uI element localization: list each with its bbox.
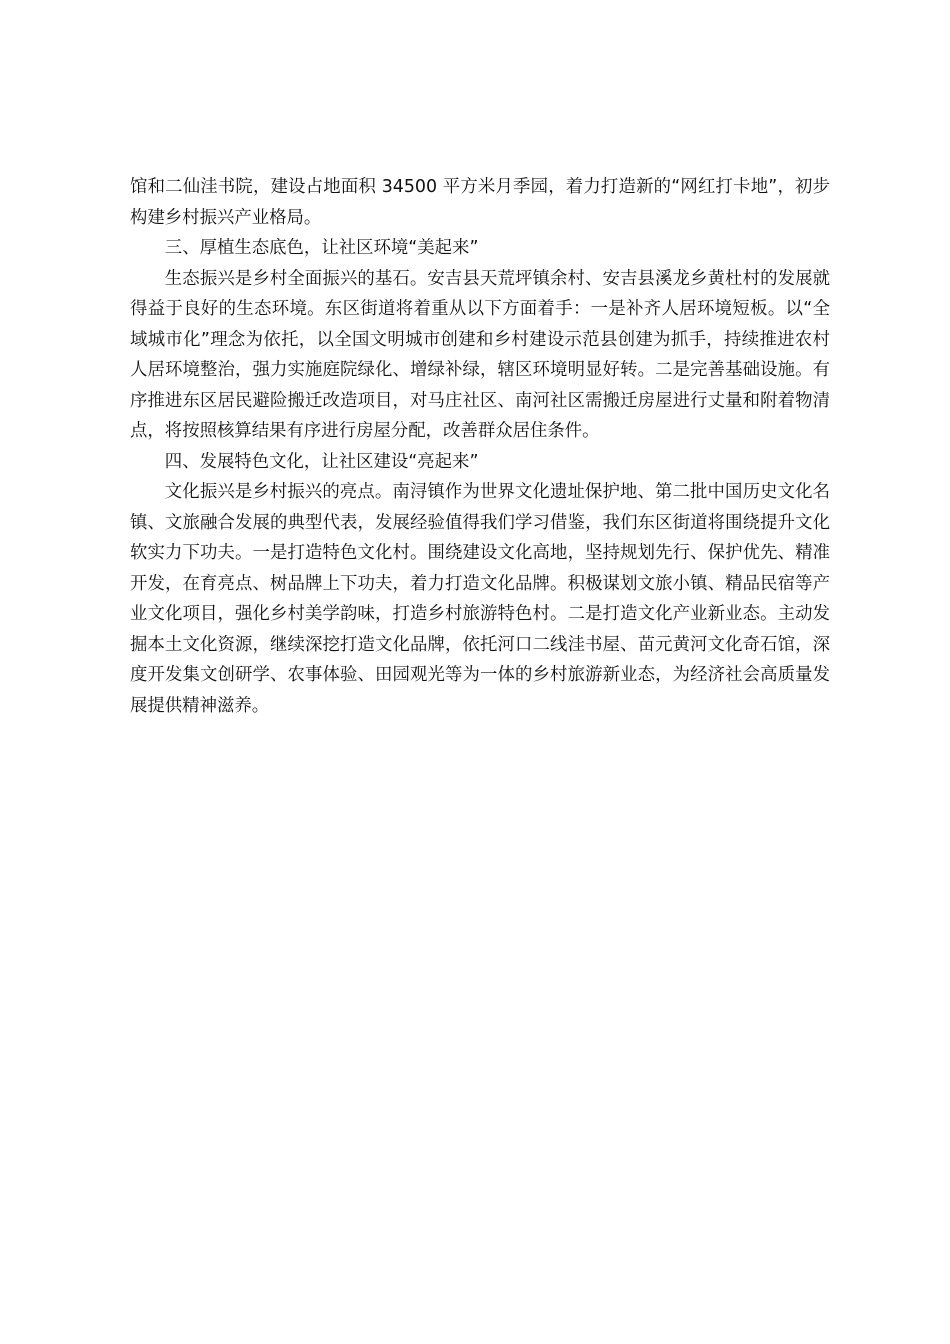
continuation-paragraph: 馆和二仙洼书院，建设占地面积 34500 平方米月季园，着力打造新的“网红打卡地”，初步构建乡村振兴产业格局。 — [130, 177, 830, 228]
body-paragraph-ecology: 生态振兴是乡村全面振兴的基石。安吉县天荒坪镇余村、安吉县溪龙乡黄杜村的发展就得益于良好的生态环境。东区街道将着重从以下方面着手：一是补齐人居环境短板。以“全域城市化”理念为依托，以全国文明城市创建和乡村建设示范县创建为抓手，持续推进农村人居环境整治，强力实施庭院绿化、增绿补绿，辖区环境明显好转。二是完善基础设施。有序推进东区居民避险搬迁改造项目，对马庄社区、南河社区需搬迁房屋进行丈量和附着物清点，将按照核算结果有序进行房屋分配，改善群众居住条件。 — [130, 268, 830, 441]
section-heading-ecology: 三、厚植生态底色，让社区环境“美起来” — [164, 238, 479, 258]
body-paragraph-culture: 文化振兴是乡村振兴的亮点。南浔镇作为世界文化遗址保护地、第二批中国历史文化名镇、文旅融合发展的典型代表，发展经验值得我们学习借鉴，我们东区街道将围绕提升文化软实力下功夫。一是打造特色文化村。围绕建设文化高地，坚持规划先行、保护优先、精准开发，在育亮点、树品牌上下功夫，着力打造文化品牌。积极谋划文旅小镇、精品民宿等产业文化项目，强化乡村美学韵味，打造乡村旅游特色村。二是打造文化产业新业态。主动发掘本土文化资源，继续深挖打造文化品牌，依托河口二线洼书屋、苗元黄河文化奇石馆，深度开发集文创研学、农事体验、田园观光等为一体的乡村旅游新业态，为经济社会高质量发展提供精神滋养。 — [130, 482, 830, 716]
document-page — [130, 172, 830, 721]
section-heading-culture: 四、发展特色文化，让社区建设“亮起来” — [164, 451, 479, 472]
